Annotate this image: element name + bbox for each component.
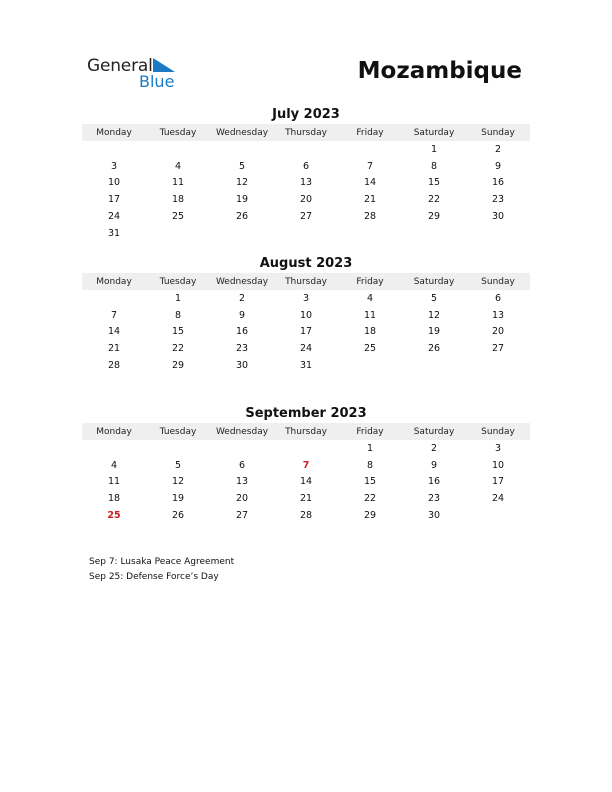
week-row [82, 141, 530, 158]
day-cell: 9 [238, 309, 246, 321]
day-cell: 22 [363, 493, 377, 505]
day-cell: 15 [427, 177, 441, 189]
day-cell: 21 [363, 194, 377, 206]
day-cell: 16 [491, 177, 505, 189]
empty-day-cell [402, 225, 466, 242]
empty-day-cell [274, 141, 338, 158]
empty-day-cell [338, 225, 402, 242]
day-cell: 11 [363, 309, 377, 321]
day-cell: 4 [174, 160, 182, 172]
empty-day-cell [146, 141, 210, 158]
day-cell: 7 [366, 160, 374, 172]
logo-word-general: General [87, 56, 153, 76]
day-cell: 30 [491, 211, 505, 223]
day-cell: 26 [171, 510, 185, 522]
empty-day-cell [210, 141, 274, 158]
weekday-header: Saturday [402, 273, 466, 290]
month-title: August 2023 [259, 256, 353, 271]
day-cell: 25 [107, 510, 121, 522]
day-cell: 27 [299, 211, 313, 223]
week-row [82, 357, 530, 374]
day-cell: 19 [235, 194, 249, 206]
empty-day-cell [274, 225, 338, 242]
weekday-header: Tuesday [146, 124, 210, 141]
weekday-header: Wednesday [210, 273, 274, 290]
empty-day-cell [210, 225, 274, 242]
day-cell: 27 [235, 510, 249, 522]
weekday-header: Tuesday [146, 423, 210, 440]
calendar-grid [82, 423, 530, 524]
weekday-header: Friday [338, 273, 402, 290]
day-cell: 19 [427, 326, 441, 338]
day-cell: 6 [302, 160, 310, 172]
day-cell: 4 [366, 292, 374, 304]
empty-day-cell [82, 141, 146, 158]
day-cell: 2 [430, 442, 438, 454]
day-cell: 7 [302, 459, 310, 471]
day-cell: 12 [171, 476, 185, 488]
day-cell: 20 [235, 493, 249, 505]
day-cell: 18 [171, 194, 185, 206]
week-row [82, 474, 530, 491]
day-cell: 28 [363, 211, 377, 223]
day-cell: 11 [171, 177, 185, 189]
day-cell: 22 [171, 343, 185, 355]
week-row [82, 307, 530, 324]
day-cell: 31 [299, 360, 313, 372]
day-cell: 17 [299, 326, 313, 338]
empty-day-cell [466, 357, 530, 374]
day-cell: 8 [174, 309, 182, 321]
day-cell: 5 [430, 292, 438, 304]
weekday-header: Tuesday [146, 273, 210, 290]
day-cell: 24 [107, 211, 121, 223]
day-cell: 13 [299, 177, 313, 189]
day-cell: 17 [491, 476, 505, 488]
day-cell: 5 [174, 459, 182, 471]
day-cell: 30 [427, 510, 441, 522]
week-row [82, 175, 530, 192]
day-cell: 6 [238, 459, 246, 471]
week-row [82, 507, 530, 524]
calendar-body [82, 141, 530, 242]
day-cell: 16 [427, 476, 441, 488]
day-cell: 22 [427, 194, 441, 206]
calendar-grid [82, 124, 530, 242]
weekday-header: Monday [82, 423, 146, 440]
day-cell: 24 [491, 493, 505, 505]
day-cell: 8 [366, 459, 374, 471]
day-cell: 18 [363, 326, 377, 338]
calendar-grid [82, 273, 530, 374]
logo-triangle-icon [153, 58, 175, 72]
week-row [82, 225, 530, 242]
day-cell: 14 [363, 177, 377, 189]
weekday-header: Wednesday [210, 423, 274, 440]
weekday-header: Thursday [274, 423, 338, 440]
day-cell: 9 [494, 160, 502, 172]
day-cell: 21 [299, 493, 313, 505]
day-cell: 25 [363, 343, 377, 355]
day-cell: 1 [174, 292, 182, 304]
weekday-header-row [82, 423, 530, 440]
day-cell: 10 [491, 459, 505, 471]
week-row [82, 340, 530, 357]
day-cell: 23 [427, 493, 441, 505]
calendar-body [82, 440, 530, 524]
month-september [82, 405, 530, 524]
day-cell: 3 [302, 292, 310, 304]
weekday-header: Monday [82, 124, 146, 141]
weekday-header: Thursday [274, 124, 338, 141]
day-cell: 16 [235, 326, 249, 338]
empty-day-cell [338, 141, 402, 158]
week-row [82, 440, 530, 457]
weekday-header: Wednesday [210, 124, 274, 141]
weekday-header: Saturday [402, 423, 466, 440]
weekday-header: Sunday [466, 124, 530, 141]
day-cell: 21 [107, 343, 121, 355]
day-cell: 20 [491, 326, 505, 338]
day-cell: 10 [107, 177, 121, 189]
weekday-header-row [82, 273, 530, 290]
empty-day-cell [82, 440, 146, 457]
calendar-body [82, 290, 530, 374]
day-cell: 11 [107, 476, 121, 488]
empty-day-cell [146, 440, 210, 457]
day-cell: 28 [107, 360, 121, 372]
day-cell: 8 [430, 160, 438, 172]
weekday-header: Friday [338, 124, 402, 141]
day-cell: 29 [171, 360, 185, 372]
day-cell: 28 [299, 510, 313, 522]
weekday-header: Sunday [466, 423, 530, 440]
empty-day-cell [146, 225, 210, 242]
day-cell: 5 [238, 160, 246, 172]
day-cell: 6 [494, 292, 502, 304]
day-cell: 17 [107, 194, 121, 206]
generalblue-logo [87, 56, 187, 92]
empty-day-cell [466, 225, 530, 242]
week-row [82, 324, 530, 341]
empty-day-cell [338, 357, 402, 374]
day-cell: 24 [299, 343, 313, 355]
day-cell: 23 [491, 194, 505, 206]
day-cell: 12 [235, 177, 249, 189]
day-cell: 2 [494, 143, 502, 155]
holiday-note: Sep 25: Defense Force’s Day [89, 571, 219, 582]
week-row [82, 191, 530, 208]
empty-day-cell [82, 290, 146, 307]
day-cell: 1 [430, 143, 438, 155]
day-cell: 9 [430, 459, 438, 471]
month-july [82, 106, 530, 242]
day-cell: 3 [110, 160, 118, 172]
weekday-header: Friday [338, 423, 402, 440]
weekday-header: Thursday [274, 273, 338, 290]
day-cell: 19 [171, 493, 185, 505]
week-row [82, 490, 530, 507]
day-cell: 18 [107, 493, 121, 505]
day-cell: 15 [363, 476, 377, 488]
day-cell: 13 [491, 309, 505, 321]
holiday-notes [89, 555, 234, 584]
day-cell: 30 [235, 360, 249, 372]
day-cell: 7 [110, 309, 118, 321]
day-cell: 14 [107, 326, 121, 338]
day-cell: 25 [171, 211, 185, 223]
weekday-header-row [82, 124, 530, 141]
day-cell: 10 [299, 309, 313, 321]
day-cell: 31 [107, 227, 121, 239]
day-cell: 26 [235, 211, 249, 223]
day-cell: 14 [299, 476, 313, 488]
empty-day-cell [466, 507, 530, 524]
month-title: July 2023 [272, 107, 340, 122]
day-cell: 27 [491, 343, 505, 355]
week-row [82, 290, 530, 307]
day-cell: 29 [363, 510, 377, 522]
day-cell: 20 [299, 194, 313, 206]
day-cell: 4 [110, 459, 118, 471]
weekday-header: Saturday [402, 124, 466, 141]
day-cell: 29 [427, 211, 441, 223]
empty-day-cell [210, 440, 274, 457]
day-cell: 26 [427, 343, 441, 355]
month-title: September 2023 [245, 406, 367, 421]
day-cell: 2 [238, 292, 246, 304]
day-cell: 15 [171, 326, 185, 338]
week-row [82, 208, 530, 225]
day-cell: 13 [235, 476, 249, 488]
day-cell: 1 [366, 442, 374, 454]
day-cell: 3 [494, 442, 502, 454]
week-row [82, 158, 530, 175]
country-title: Mozambique [357, 58, 522, 84]
month-august [82, 255, 530, 374]
weekday-header: Monday [82, 273, 146, 290]
empty-day-cell [402, 357, 466, 374]
day-cell: 12 [427, 309, 441, 321]
logo-word-blue: Blue [139, 72, 175, 91]
week-row [82, 457, 530, 474]
holiday-note: Sep 7: Lusaka Peace Agreement [89, 557, 235, 567]
weekday-header: Sunday [466, 273, 530, 290]
empty-day-cell [274, 440, 338, 457]
day-cell: 23 [235, 343, 249, 355]
